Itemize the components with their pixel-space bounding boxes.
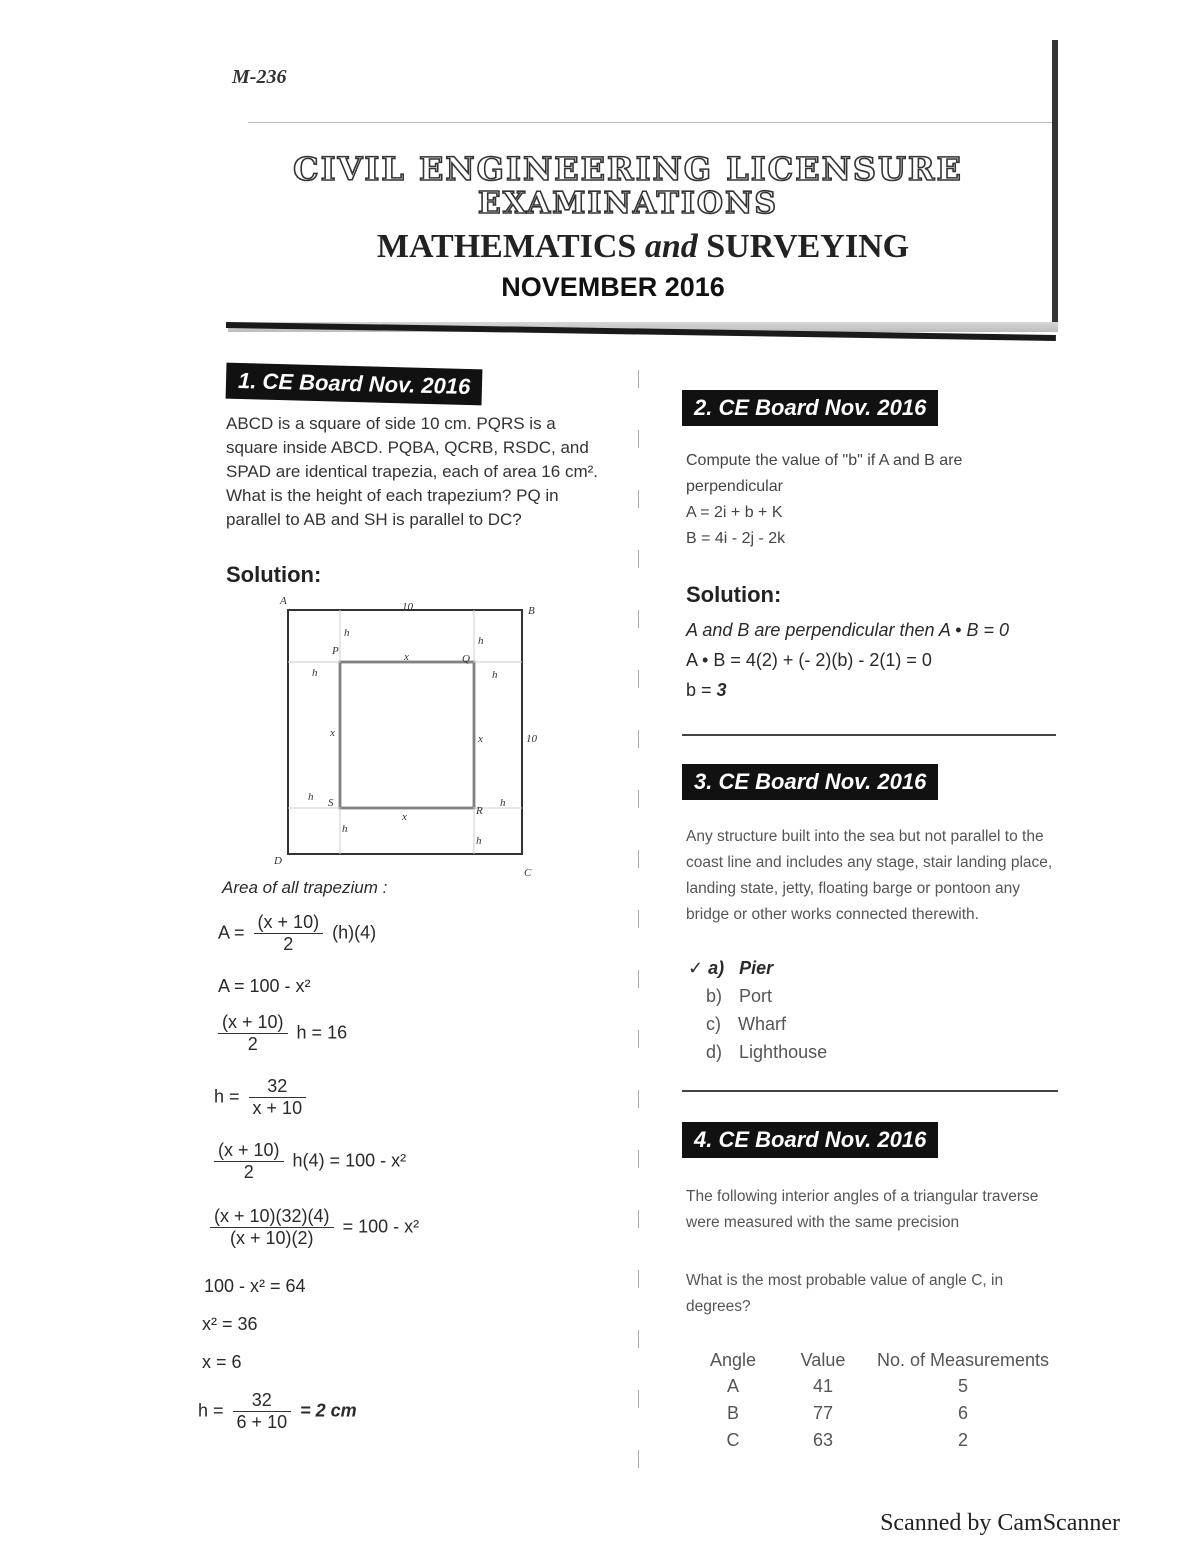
step-8: x² = 36 (202, 1314, 258, 1334)
step-5-num: (x + 10) (214, 1140, 284, 1162)
q2-answer: 3 (716, 680, 727, 700)
step-10 (198, 1390, 357, 1433)
step-3-fraction (218, 1012, 288, 1055)
label-d: D (274, 855, 282, 867)
label-h-5: h (308, 791, 314, 803)
q2-text-1: Compute the value of "b" if A and B are (686, 452, 963, 469)
q3-option-c (706, 1014, 786, 1035)
label-h-7: h (476, 835, 482, 847)
step-6-rhs: = 100 - x² (342, 1216, 420, 1237)
step-5-den: 2 (243, 1162, 254, 1182)
q4-text-2: What is the most probable value of angle C, in degrees? (686, 1272, 1004, 1315)
table-cell: B (726, 1403, 739, 1423)
square-diagram (270, 596, 550, 886)
step-10-fraction (233, 1390, 292, 1433)
step-1-num: (x + 10) (254, 912, 324, 934)
q3-tag: 3. CE Board Nov. 2016 (682, 764, 938, 800)
q1-tag: 1. CE Board Nov. 2016 (226, 363, 483, 406)
step-7: 100 - x² = 64 (204, 1276, 306, 1296)
q2-eq-a: A = 2i + b + K (686, 504, 783, 521)
area-label: Area of all trapezium : (222, 878, 388, 897)
q3-option-a-text: Pier (739, 958, 774, 978)
inner-square (340, 662, 474, 808)
exam-title-line2: EXAMINATIONS (477, 186, 779, 221)
q3-option-c-text: Wharf (738, 1014, 787, 1034)
subject-b: SURVEYING (706, 228, 910, 265)
step-3-den: 2 (247, 1034, 258, 1054)
label-x-right: x (478, 733, 483, 745)
table-row (688, 1373, 1058, 1400)
exam-title-line1: CIVIL ENGINEERING LICENSURE (293, 150, 963, 188)
q2-sol-1: A and B are perpendicular then A • B = 0 (686, 620, 1010, 640)
step-3-rhs: h = 16 (296, 1022, 348, 1043)
step-4-num: 32 (249, 1076, 307, 1098)
label-h-1: h (344, 627, 350, 639)
q2-sol-2: A • B = 4(2) + (- 2)(b) - 2(1) = 0 (686, 650, 932, 670)
label-side-top: 10 (402, 601, 413, 613)
step-5 (210, 1140, 406, 1183)
label-x-left: x (330, 727, 335, 739)
step-4-lhs: h = (214, 1086, 240, 1107)
q3-option-d-letter: d) (706, 1042, 723, 1062)
label-h-8: h (500, 797, 506, 809)
step-6-den: (x + 10)(2) (230, 1228, 314, 1248)
step-1 (218, 912, 376, 955)
q1-text: ABCD is a square of side 10 cm. PQRS is a square inside ABCD. PQBA, QCRB, RSDC, and SPAD are identical trapezia, each of area 16 cm². What is the height of each trapezium? PQ in parallel to AB and SH is parallel to DC? (226, 414, 598, 529)
subject-title (228, 228, 1058, 266)
label-b: B (528, 605, 535, 617)
q3-text: Any structure built into the sea but not parallel to the coast line and includes any stage, stair landing place, landing state, jetty, floating barge or pontoon any bridge or other works connected therewith. (686, 828, 1053, 923)
subject-a: MATHEMATICS (376, 228, 637, 265)
step-1-den: 2 (283, 934, 294, 954)
label-x-top: x (404, 651, 409, 663)
q3-option-c-letter: c) (706, 1014, 721, 1034)
separator-1 (682, 734, 1056, 736)
table-cell: 2 (957, 1430, 968, 1450)
table-cell: 63 (812, 1430, 834, 1450)
step-10-num: 32 (233, 1390, 292, 1412)
label-side-right: 10 (526, 733, 537, 745)
q4-tag: 4. CE Board Nov. 2016 (682, 1122, 938, 1158)
label-h-4: h (492, 669, 498, 681)
step-10-lhs: h = (198, 1400, 224, 1421)
q1-solution-label: Solution: (226, 562, 322, 587)
table-row (688, 1400, 1058, 1427)
step-6-num: (x + 10)(32)(4) (210, 1206, 334, 1228)
q2-eq-b: B = 4i - 2j - 2k (686, 530, 786, 547)
q3-option-d-text: Lighthouse (739, 1042, 828, 1062)
label-h-3: h (478, 635, 484, 647)
table-cell: 41 (812, 1376, 834, 1396)
check-icon: ✓ (688, 958, 704, 978)
q3-option-b (706, 986, 772, 1007)
subject-and: and (644, 228, 698, 265)
step-6 (206, 1206, 419, 1249)
separator-2 (682, 1090, 1058, 1092)
exam-header (228, 122, 1058, 332)
label-x-bottom: x (402, 811, 407, 823)
label-a: A (280, 596, 287, 607)
table-cell: C (726, 1430, 740, 1450)
table-cell: 6 (957, 1403, 968, 1423)
step-4 (214, 1076, 310, 1119)
q2-tag: 2. CE Board Nov. 2016 (682, 390, 938, 426)
step-5-rhs: h(4) = 100 - x² (292, 1150, 407, 1171)
q2-solution-label: Solution: (686, 582, 782, 607)
q2-text-2: perpendicular (686, 478, 783, 495)
step-3 (214, 1012, 347, 1055)
table-cell: 77 (812, 1403, 834, 1423)
q2-sol-3-pre: b = (686, 680, 717, 700)
q4-text-1: The following interior angles of a triangular traverse were measured with the same precision (686, 1188, 1039, 1231)
header-measurements: No. of Measurements (876, 1350, 1050, 1370)
q3-option-d (706, 1042, 827, 1063)
header-value: Value (800, 1350, 846, 1370)
header-top-rule (248, 122, 1058, 123)
table-cell: 5 (957, 1376, 968, 1396)
label-c: C (524, 867, 532, 879)
q3-option-a-letter: a) (708, 958, 725, 978)
q2-sol-3 (686, 680, 727, 701)
column-divider (638, 370, 639, 1480)
step-1-lhs: A = (218, 922, 245, 943)
label-p: P (332, 645, 339, 657)
step-4-den: x + 10 (252, 1098, 303, 1118)
step-1-fraction (254, 912, 324, 955)
step-4-fraction (249, 1076, 307, 1119)
header-side-bar (1052, 40, 1058, 330)
label-h-6: h (342, 823, 348, 835)
q3-option-b-letter: b) (706, 986, 723, 1006)
step-3-num: (x + 10) (218, 1012, 288, 1034)
table-header-row (688, 1348, 1058, 1373)
step-5-fraction (214, 1140, 284, 1183)
page-code: M-236 (232, 66, 287, 88)
step-10-rhs: = 2 cm (300, 1400, 357, 1421)
step-1-rhs: (h)(4) (332, 922, 377, 943)
step-2: A = 100 - x² (218, 976, 311, 996)
exam-month: NOVEMBER 2016 (501, 272, 725, 302)
label-r: R (476, 805, 483, 817)
step-10-den: 6 + 10 (236, 1412, 288, 1432)
label-h-2: h (312, 667, 318, 679)
scanner-footer: Scanned by CamScanner (880, 1510, 1120, 1536)
label-q: Q (462, 653, 470, 665)
step-9: x = 6 (202, 1352, 242, 1372)
step-6-fraction (210, 1206, 334, 1249)
table-cell: A (726, 1376, 739, 1396)
angles-table (688, 1348, 1058, 1454)
table-row (688, 1427, 1058, 1454)
q3-option-b-text: Port (739, 986, 773, 1006)
q3-option-a (688, 958, 773, 979)
label-s: S (328, 797, 334, 809)
header-angle: Angle (709, 1350, 757, 1370)
